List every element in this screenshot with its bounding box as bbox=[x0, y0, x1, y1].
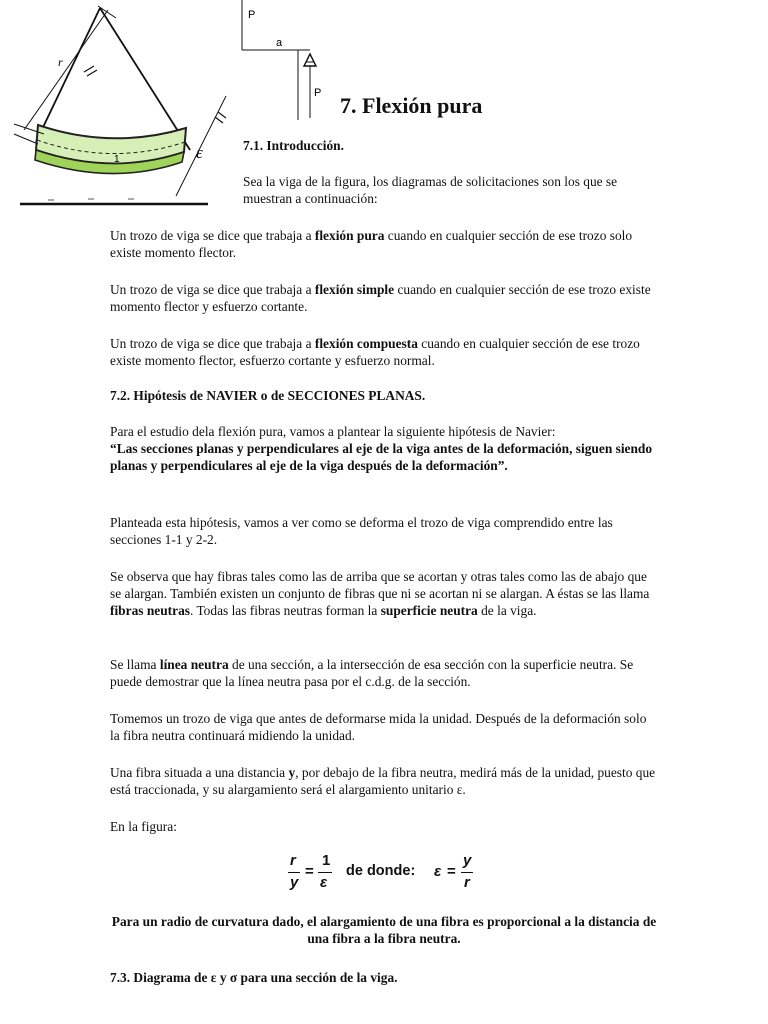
label-p-bottom: P bbox=[314, 87, 322, 99]
heading-7-3: 7.3. Diagrama de ε y σ para una sección de la viga. bbox=[110, 970, 398, 985]
term-superficie-neutra: superficie neutra bbox=[380, 603, 478, 618]
formula-r: r bbox=[290, 852, 296, 869]
formula-y: y bbox=[290, 874, 299, 891]
paragraph-flexion-simple: Un trozo de viga se dice que trabaja a flexión simple cuando en cualquier sección de ese trozo existe momento flector y esfuerzo cortante. bbox=[110, 282, 651, 314]
paragraph-navier: Para el estudio dela flexión pura, vamos a plantear la siguiente hipótesis de Navier: “Las secciones planas y perpendiculares al eje de la viga antes de la deformación, siguen siendo planas y perpendiculares al eje de la viga después de la deformación”. bbox=[110, 424, 653, 473]
heading-7-1: 7.1. Introducción. bbox=[243, 138, 344, 153]
paragraph-flexion-pura: Un trozo de viga se dice que trabaja a flexión pura cuando en cualquier sección de ese trozo solo existe momento flector. bbox=[110, 228, 633, 260]
term-flexion-simple: flexión simple bbox=[314, 282, 395, 297]
page-title: 7. Flexión pura bbox=[340, 93, 483, 118]
paragraph-intro: Sea la viga de la figura, los diagramas de solicitaciones son los que se muestran a continuación: bbox=[243, 174, 618, 206]
paragraph-linea-neutra: Se llama línea neutra de una sección, a la intersección de esa sección con la superficie neutra. Se puede demostrar que la línea neutra pasa por el c.d.g. de la sección. bbox=[110, 657, 634, 689]
term-flexion-pura: flexión pura bbox=[314, 228, 385, 243]
load-diagram-figure bbox=[232, 0, 332, 122]
term-linea-neutra: línea neutra bbox=[159, 657, 229, 672]
curvature-formula: r y = 1 ε de donde: ε = y r bbox=[290, 852, 472, 891]
term-fibras-neutras: fibras neutras bbox=[110, 603, 190, 618]
term-y: y bbox=[288, 765, 296, 780]
paragraph-unidad: Tomemos un trozo de viga que antes de deformarse mida la unidad. Después de la deformación solo la fibra neutra continuará midiendo la unidad. bbox=[110, 711, 647, 743]
navier-hypothesis-quote: “Las secciones planas y perpendiculares al eje de la viga antes de la deformación, siguen siendo planas y perpendiculares al eje de la viga después de la deformación”. bbox=[110, 441, 653, 473]
paragraph-planteada: Planteada esta hipótesis, vamos a ver como se deforma el trozo de viga comprendido entre las secciones 1-1 y 2-2. bbox=[110, 515, 613, 547]
heading-7-2: 7.2. Hipótesis de NAVIER o de SECCIONES PLANAS. bbox=[110, 388, 426, 403]
label-a: a bbox=[276, 37, 283, 49]
label-section-1: 1 bbox=[114, 154, 120, 165]
paragraph-en-la-figura: En la figura: bbox=[110, 819, 177, 834]
label-p-top: P bbox=[248, 9, 256, 21]
paragraph-fibra-y: Una fibra situada a una distancia y, por debajo de la fibra neutra, medirá más de la unidad, puesto que está traccionada, y su alargamiento será el alargamiento unitario ε. bbox=[110, 765, 656, 797]
conclusion-bold: Para un radio de curvatura dado, el alargamiento de una fibra es proporcional a la distancia de una fibra a la fibra neutra. bbox=[111, 914, 657, 946]
term-flexion-compuesta: flexión compuesta bbox=[314, 336, 418, 351]
paragraph-fibras-neutras: Se observa que hay fibras tales como las de arriba que se acortan y otras tales como las de abajo que se alargan. También existen un conjunto de fibras que ni se acortan ni se alargan. A éstas se las llama fibras neutras. Todas las fibras neutras forman la superficie neutra de la viga. bbox=[110, 569, 650, 618]
label-epsilon: ε bbox=[196, 143, 203, 162]
paragraph-flexion-compuesta: Un trozo de viga se dice que trabaja a flexión compuesta cuando en cualquier sección de ese trozo existe momento flector, esfuerzo cortante y esfuerzo normal. bbox=[110, 336, 640, 368]
formula-one: 1 bbox=[322, 852, 331, 869]
formula-epsilon: ε bbox=[320, 874, 328, 891]
formula-de-donde: de donde: bbox=[346, 863, 416, 879]
label-r: r bbox=[58, 55, 63, 69]
curved-beam-figure bbox=[8, 0, 230, 212]
